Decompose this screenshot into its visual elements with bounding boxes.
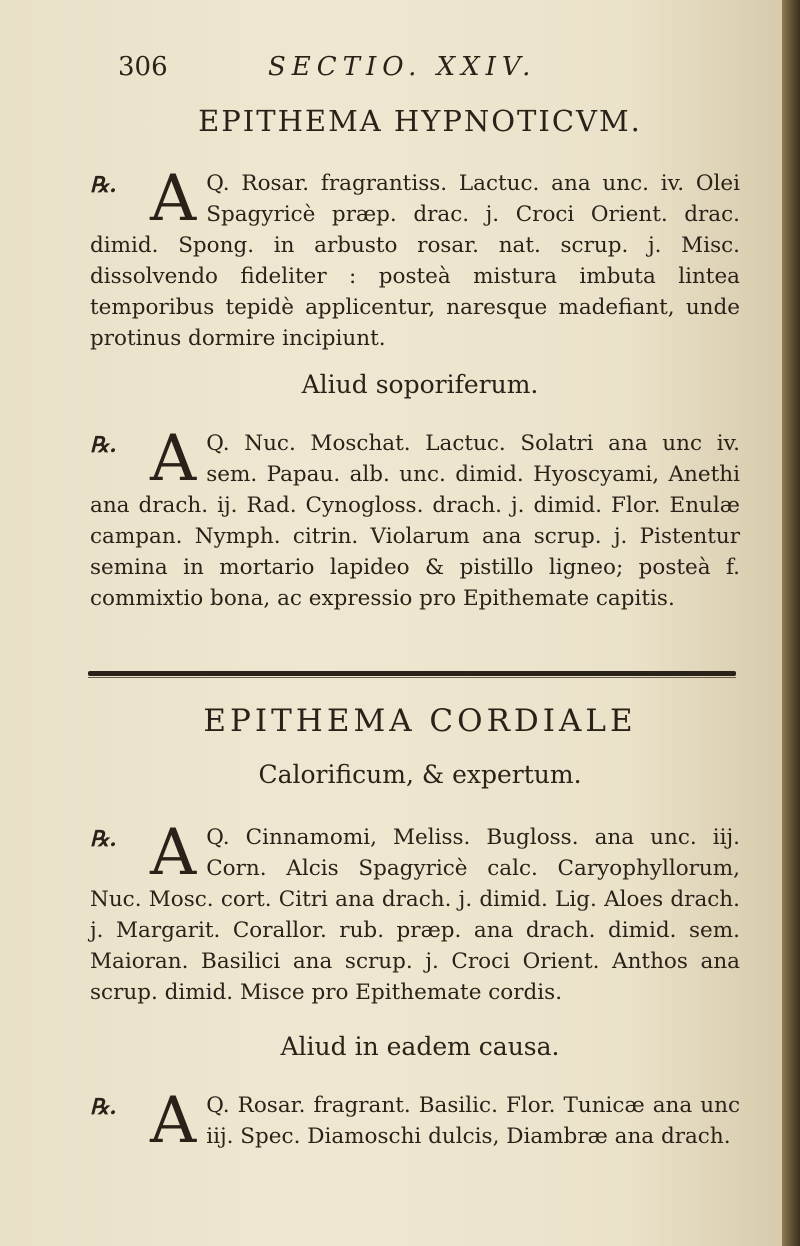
recipe-text: Q. Nuc. Moschat. Lactuc. Solatri ana unc iv. sem. Papau. alb. unc. dimid. Hyoscyami, Anethi ana drach. ij. Rad. Cynogloss. drach. j. dimid. Flor. Enulæ campan. Nymph. citrin. Violarum ana scrup. j. Pistentur semina in mortario lapideo & pistillo ligneo; posteà f. commixtio bona, ac expressio pro Epithemate capitis. (90, 431, 740, 611)
section-divider (88, 671, 736, 676)
recipe-symbol: ℞. (90, 827, 117, 852)
recipe-symbol: ℞. (90, 1095, 117, 1120)
recipe-hypnoticum (90, 162, 740, 354)
recipe-symbol: ℞. (90, 433, 117, 458)
recipe-cordiale (90, 816, 740, 1008)
drop-initial: A (150, 816, 197, 890)
recipe-soporiferum (90, 422, 740, 614)
subtitle-eadem-causa: Aliud in eadem causa. (280, 1032, 560, 1061)
running-head: SECTIO. XXIV. (268, 52, 537, 82)
subtitle-calorificum: Calorificum, & expertum. (258, 760, 582, 789)
section-title-hypnoticum: EPITHEMA HYPNOTICVM. (198, 104, 642, 138)
section-title-cordiale: EPITHEMA CORDIALE (203, 703, 637, 739)
recipe-symbol: ℞. (90, 173, 117, 198)
page-header (118, 52, 618, 88)
section-divider-hairline (88, 677, 736, 678)
drop-initial: A (150, 1084, 197, 1158)
book-spine-edge (782, 0, 800, 1246)
subtitle-soporiferum: Aliud soporiferum. (301, 370, 539, 399)
page-number: 306 (118, 52, 168, 82)
recipe-text: Q. Rosar. fragrant. Basilic. Flor. Tunicæ ana unc iij. Spec. Diamoschi dulcis, Diambræ ana drach. (206, 1093, 740, 1149)
drop-initial: A (150, 422, 197, 496)
drop-initial: A (150, 162, 197, 236)
recipe-text: Q. Cinnamomi, Meliss. Bugloss. ana unc. iij. Corn. Alcis Spagyricè calc. Caryophyllorum, Nuc. Mosc. cort. Citri ana drach. j. dimid. Lig. Aloes drach. j. Margarit. Corallor. rub. præp. ana drach. dimid. sem. Maioran. Basilici ana scrup. j. Croci Orient. Anthos ana scrup. dimid. Misce pro Epithemate cordis. (90, 825, 740, 1005)
recipe-eadem-causa (90, 1084, 740, 1158)
recipe-text: Q. Rosar. fragrantiss. Lactuc. ana unc. iv. Olei Spagyricè præp. drac. j. Croci Orient. drac. dimid. Spong. in arbusto rosar. nat. scrup. j. Misc. dissolvendo fideliter : posteà mistura imbuta lintea temporibus tepidè applicentur, naresque madefiant, unde protinus dormire incipiunt. (90, 171, 740, 351)
